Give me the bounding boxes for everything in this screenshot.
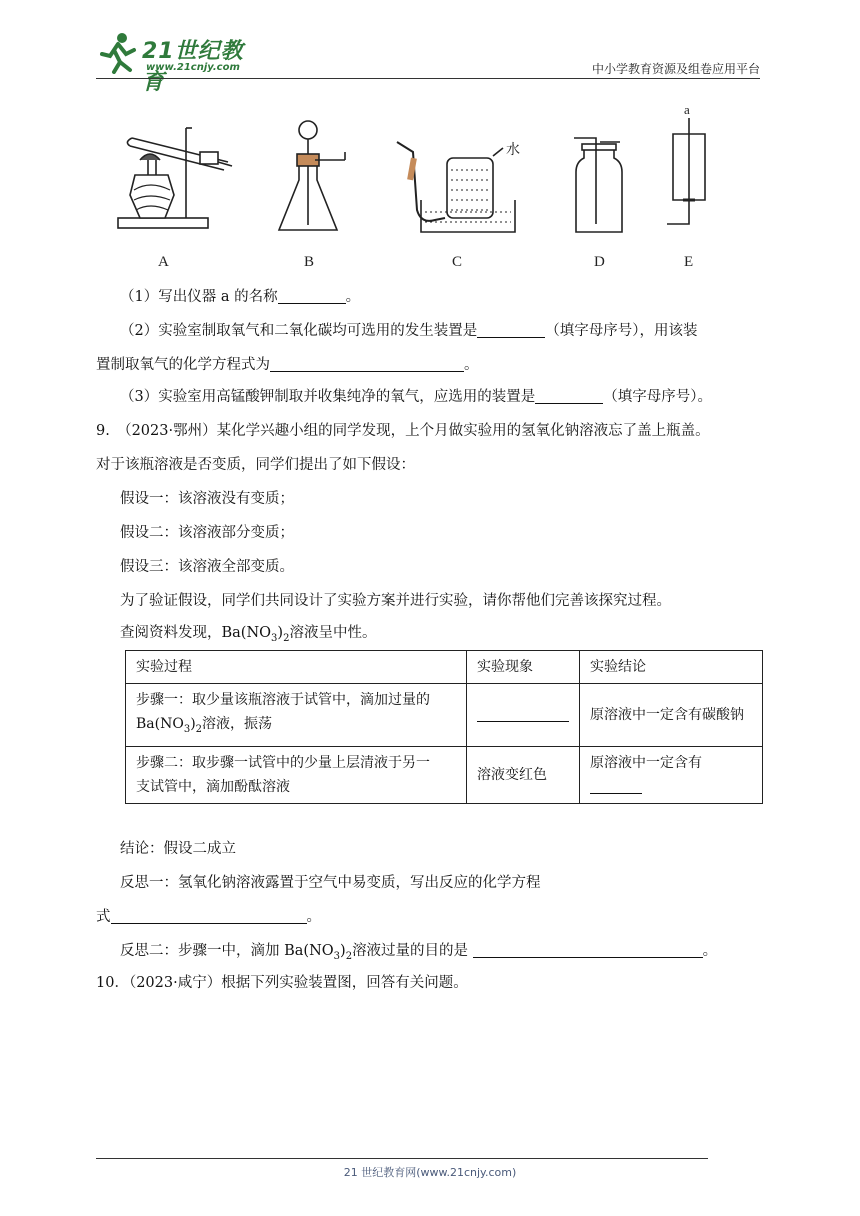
row1-phenomenon [467,684,580,747]
site-logo [96,30,266,95]
q9-hypothesis-1: 假设一：该溶液没有变质； [120,491,294,507]
platform-title: 中小学教育资源及组卷应用平台 [591,62,760,76]
q8-part2: （2）实验室制取氧气和二氧化碳均可选用的发生装置是 （填字母序号），用该装 [120,323,698,339]
apparatus-a-drawing [118,128,232,228]
apparatus-c-drawing [397,142,515,232]
experiment-table [125,650,763,804]
row2-phenomenon: 溶液变红色 [467,746,580,803]
row2-conclusion: 原溶液中一定含有 [580,746,763,803]
q9-info: 查阅资料发现，$Ba(NO_3)_2$溶液呈中性。 [120,625,377,644]
row1-conclusion: 原溶液中一定含有碳酸钠 [580,684,763,747]
header-conclusion: 实验结论 [580,651,763,684]
label-e: E [684,254,694,270]
q8-part3: （3）实验室用高锰酸钾制取并收集纯净的氧气，应选用的装置是 （填字母序号）。 [120,389,712,405]
runner-icon [96,30,140,74]
header-process: 实验过程 [126,651,467,684]
apparatus-e-drawing [667,118,705,224]
q9-intro-line1: 9. （2023·鄂州）某化学兴趣小组的同学发现，上个月做实验用的氢氧化钠溶液忘了盖上瓶盖。 [96,423,710,439]
header-divider [96,78,760,79]
q9-conclusion: 结论：假设二成立 [120,841,236,857]
apparatus-d-drawing [574,138,622,232]
table-header-row [126,651,763,684]
water-label: 水 [506,143,520,158]
answer-blank[interactable] [473,941,703,958]
answer-blank[interactable] [477,321,545,338]
q8-part2-line2: 置制取氧气的化学方程式为 。 [96,357,479,373]
row1-process: 步骤一：取少量该瓶溶液于试管中，滴加过量的 $Ba(NO_3)_2$溶液，振荡 [126,684,467,747]
answer-blank[interactable] [270,355,464,372]
label-b: B [304,254,315,270]
q9-intro-line2: 对于该瓶溶液是否变质，同学们提出了如下假设： [96,457,415,473]
logo-url-text: www.21cnjy.com [146,62,240,73]
label-a: A [158,254,169,270]
row2-process: 步骤二：取步骤一试管中的少量上层清液于另一 支试管中，滴加酚酞溶液 [126,746,467,803]
q10-intro: 10．（2023·咸宁）根据下列实验装置图，回答有关问题。 [96,975,468,991]
q9-reflection-2: 反思二：步骤一中，滴加 $Ba(NO_3)_2$溶液过量的目的是 。 [120,943,718,962]
logo-main-text: 21世纪教育 [142,39,244,95]
footer-divider [96,1158,708,1159]
instrument-a-label: a [684,102,690,117]
q9-reflection-1: 反思一：氢氧化钠溶液露置于空气中易变质，写出反应的化学方程 [120,875,541,891]
q9-design: 为了验证假设，同学们共同设计了实验方案并进行实验，请你帮他们完善该探究过程。 [120,593,671,609]
page-header [96,30,760,95]
q8-part1: （1）写出仪器 a 的名称 。 [120,289,361,305]
apparatus-b-drawing [279,121,345,230]
q9-reflection-1-line2: 式 。 [96,909,321,925]
answer-blank[interactable] [111,907,307,924]
footer-text: 21 世纪教育网(www.21cnjy.com) [343,1166,517,1179]
label-d: D [594,254,605,270]
answer-blank[interactable] [590,777,642,794]
q9-hypothesis-2: 假设二：该溶液部分变质； [120,525,294,541]
answer-blank[interactable] [535,387,603,404]
table-row [126,684,763,747]
answer-blank[interactable] [477,705,569,722]
apparatus-figure [110,100,730,275]
answer-blank[interactable] [278,287,346,304]
header-phenomenon: 实验现象 [467,651,580,684]
q9-hypothesis-3: 假设三：该溶液全部变质。 [120,559,294,575]
label-c: C [452,254,463,270]
table-row [126,746,763,803]
